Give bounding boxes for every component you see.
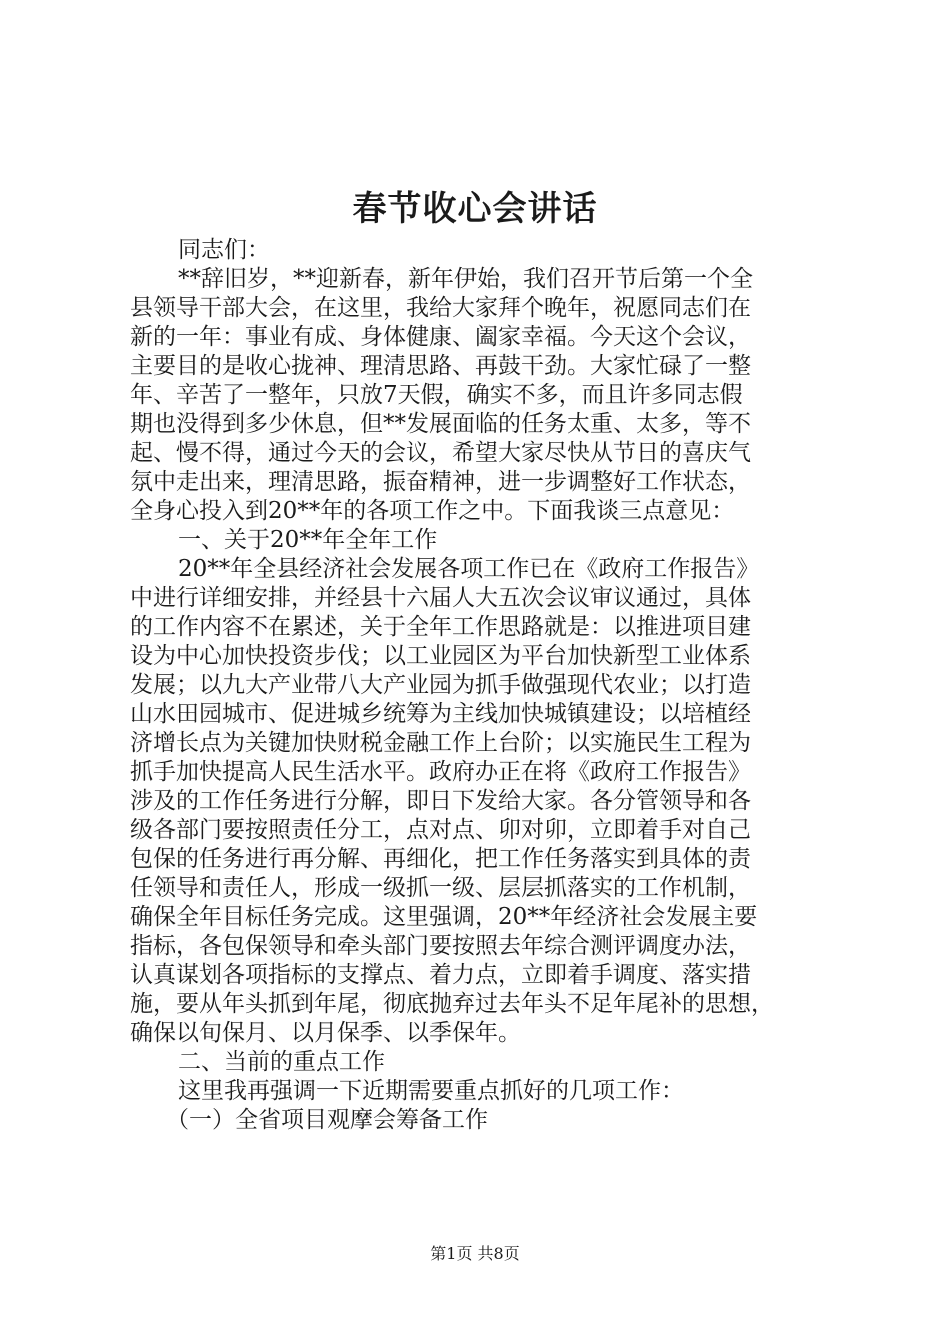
text-line: 全身心投入到20**年的各项工作之中。下面我谈三点意见： [130, 498, 735, 524]
page-title: 春节收心会讲话 [352, 189, 598, 229]
text-line: 任领导和责任人，形成一级抓一级、层层抓落实的工作机制， [130, 875, 751, 901]
text-line: 期也没得到多少休息，但**发展面临的任务太重、太多，等不 [130, 411, 751, 437]
subsection-heading: （一）全省项目观摩会筹备工作 [166, 1107, 488, 1133]
text-line: 这里我再强调一下近期需要重点抓好的几项工作： [178, 1078, 684, 1104]
text-line: 起、慢不得，通过今天的会议，希望大家尽快从节日的喜庆气 [130, 440, 751, 466]
text-line: 级各部门要按照责任分工，点对点、卯对卯，立即着手对自己 [130, 817, 751, 843]
text-line: 同志们： [178, 237, 270, 263]
text-line: 设为中心加快投资步伐；以工业园区为平台加快新型工业体系 [130, 643, 751, 669]
page-footer [0, 1244, 950, 1264]
text-line: 指标，各包保领导和牵头部门要按照去年综合测评调度办法， [130, 933, 751, 959]
text-line: **辞旧岁，**迎新春，新年伊始，我们召开节后第一个全 [178, 266, 753, 292]
text-line: 涉及的工作任务进行分解，即日下发给大家。各分管领导和各 [130, 788, 751, 814]
section-heading: 一、关于20**年全年工作 [178, 527, 438, 553]
text-line: 新的一年：事业有成、身体健康、阖家幸福。今天这个会议， [130, 324, 751, 350]
text-line: 抓手加快提高人民生活水平。政府办正在将《政府工作报告》 [130, 759, 751, 785]
text-line: 20**年全县经济社会发展各项工作已在《政府工作报告》 [178, 556, 760, 582]
text-line: 的工作内容不在累述，关于全年工作思路就是：以推进项目建 [130, 614, 751, 640]
text-line: 主要目的是收心拢神、理清思路、再鼓干劲。大家忙碌了一整 [130, 353, 751, 379]
text-line: 县领导干部大会，在这里，我给大家拜个晚年，祝愿同志们在 [130, 295, 751, 321]
document-body [130, 236, 830, 1135]
text-line: 济增长点为关键加快财税金融工作上台阶；以实施民生工程为 [130, 730, 751, 756]
page-number: 第1页 共8页 [430, 1244, 520, 1263]
text-line: 确保以旬保月、以月保季、以季保年。 [130, 1020, 521, 1046]
text-line: 氛中走出来，理清思路，振奋精神，进一步调整好工作状态， [130, 469, 751, 495]
text-line: 确保全年目标任务完成。这里强调，20**年经济社会发展主要 [130, 904, 758, 930]
section-heading: 二、当前的重点工作 [178, 1049, 385, 1075]
text-line: 发展；以九大产业带八大产业园为抓手做强现代农业；以打造 [130, 672, 751, 698]
text-line: 中进行详细安排，并经县十六届人大五次会议审议通过，具体 [130, 585, 751, 611]
text-line: 施，要从年头抓到年尾，彻底抛弃过去年头不足年尾补的思想， [130, 991, 774, 1017]
text-line: 认真谋划各项指标的支撑点、着力点，立即着手调度、落实措 [130, 962, 751, 988]
text-line: 山水田园城市、促进城乡统筹为主线加快城镇建设；以培植经 [130, 701, 751, 727]
text-line: 年、辛苦了一整年，只放7天假，确实不多，而且许多同志假 [130, 382, 743, 408]
text-line: 包保的任务进行再分解、再细化，把工作任务落实到具体的责 [130, 846, 751, 872]
